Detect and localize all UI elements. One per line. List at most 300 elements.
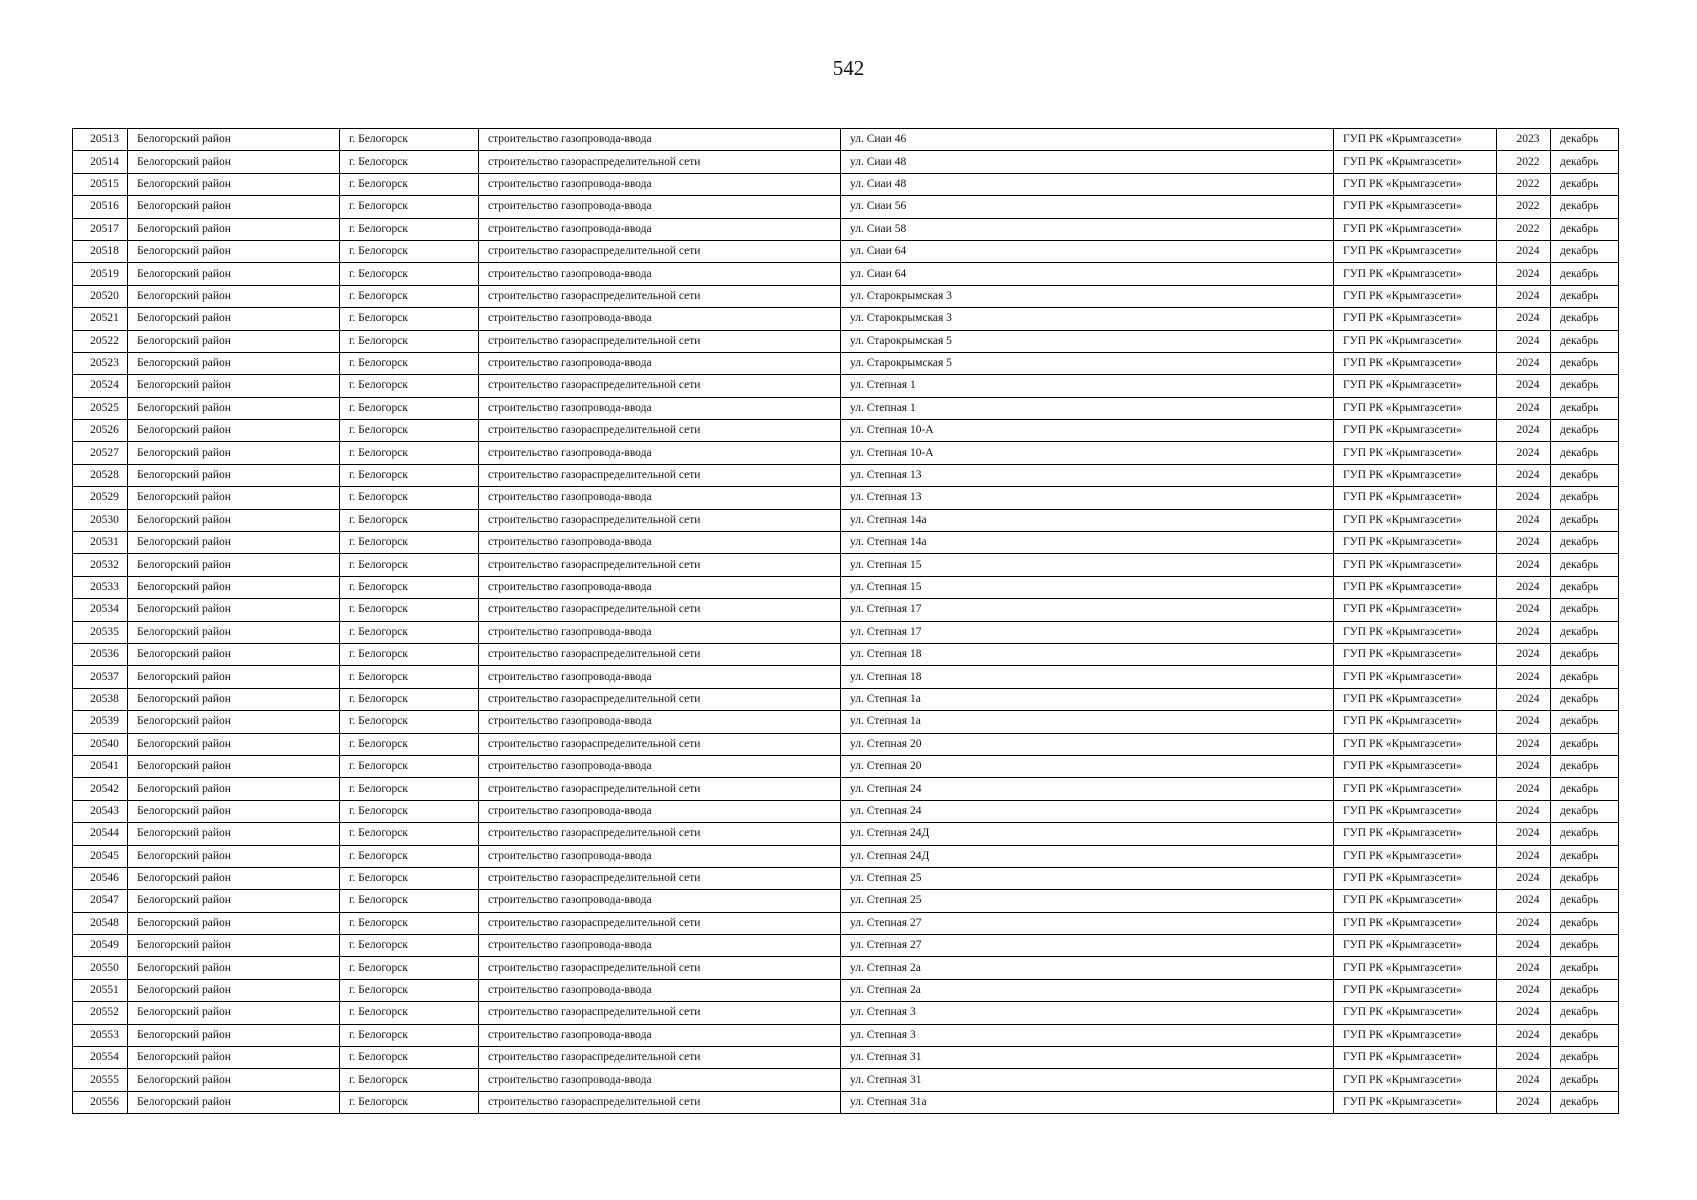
- table-row: [73, 240, 1619, 262]
- district-cell: Белогорский район: [128, 196, 340, 218]
- month-cell: декабрь: [1551, 509, 1619, 531]
- district-cell: Белогорский район: [128, 442, 340, 464]
- table-row: [73, 330, 1619, 352]
- row-number: 20540: [73, 733, 128, 755]
- work-type-cell: строительство газопровода-ввода: [479, 621, 841, 643]
- district-cell: Белогорский район: [128, 1024, 340, 1046]
- year-cell: 2024: [1497, 509, 1551, 531]
- year-cell: 2024: [1497, 621, 1551, 643]
- month-cell: декабрь: [1551, 464, 1619, 486]
- address-cell: ул. Степная 31: [841, 1069, 1334, 1091]
- month-cell: декабрь: [1551, 218, 1619, 240]
- address-cell: ул. Степная 17: [841, 599, 1334, 621]
- address-cell: ул. Степная 14а: [841, 509, 1334, 531]
- address-cell: ул. Старокрымская 5: [841, 330, 1334, 352]
- city-cell: г. Белогорск: [340, 778, 479, 800]
- row-number: 20537: [73, 666, 128, 688]
- table-row: [73, 218, 1619, 240]
- table-row: [73, 442, 1619, 464]
- month-cell: декабрь: [1551, 1002, 1619, 1024]
- year-cell: 2024: [1497, 599, 1551, 621]
- work-type-cell: строительство газораспределительной сети: [479, 1047, 841, 1069]
- year-cell: 2024: [1497, 1024, 1551, 1046]
- table-row: [73, 957, 1619, 979]
- city-cell: г. Белогорск: [340, 666, 479, 688]
- district-cell: Белогорский район: [128, 397, 340, 419]
- month-cell: декабрь: [1551, 330, 1619, 352]
- month-cell: декабрь: [1551, 576, 1619, 598]
- row-number: 20516: [73, 196, 128, 218]
- row-number: 20547: [73, 890, 128, 912]
- year-cell: 2024: [1497, 867, 1551, 889]
- row-number: 20526: [73, 420, 128, 442]
- district-cell: Белогорский район: [128, 240, 340, 262]
- month-cell: декабрь: [1551, 442, 1619, 464]
- district-cell: Белогорский район: [128, 308, 340, 330]
- district-cell: Белогорский район: [128, 711, 340, 733]
- table-row: [73, 666, 1619, 688]
- district-cell: Белогорский район: [128, 912, 340, 934]
- organization-cell: ГУП РК «Крымгазсети»: [1334, 240, 1497, 262]
- city-cell: г. Белогорск: [340, 308, 479, 330]
- row-number: 20556: [73, 1091, 128, 1113]
- city-cell: г. Белогорск: [340, 509, 479, 531]
- organization-cell: ГУП РК «Крымгазсети»: [1334, 621, 1497, 643]
- month-cell: декабрь: [1551, 285, 1619, 307]
- city-cell: г. Белогорск: [340, 688, 479, 710]
- year-cell: 2024: [1497, 688, 1551, 710]
- table-row: [73, 263, 1619, 285]
- organization-cell: ГУП РК «Крымгазсети»: [1334, 599, 1497, 621]
- organization-cell: ГУП РК «Крымгазсети»: [1334, 1002, 1497, 1024]
- city-cell: г. Белогорск: [340, 532, 479, 554]
- work-type-cell: строительство газопровода-ввода: [479, 218, 841, 240]
- city-cell: г. Белогорск: [340, 979, 479, 1001]
- year-cell: 2024: [1497, 912, 1551, 934]
- address-cell: ул. Степная 1: [841, 375, 1334, 397]
- organization-cell: ГУП РК «Крымгазсети»: [1334, 554, 1497, 576]
- row-number: 20535: [73, 621, 128, 643]
- organization-cell: ГУП РК «Крымгазсети»: [1334, 532, 1497, 554]
- address-cell: ул. Степная 10-А: [841, 420, 1334, 442]
- table-row: [73, 464, 1619, 486]
- address-cell: ул. Сиаи 56: [841, 196, 1334, 218]
- month-cell: декабрь: [1551, 173, 1619, 195]
- city-cell: г. Белогорск: [340, 711, 479, 733]
- row-number: 20542: [73, 778, 128, 800]
- work-type-cell: строительство газораспределительной сети: [479, 1091, 841, 1113]
- row-number: 20545: [73, 845, 128, 867]
- district-cell: Белогорский район: [128, 464, 340, 486]
- organization-cell: ГУП РК «Крымгазсети»: [1334, 823, 1497, 845]
- organization-cell: ГУП РК «Крымгазсети»: [1334, 890, 1497, 912]
- year-cell: 2024: [1497, 1069, 1551, 1091]
- district-cell: Белогорский район: [128, 263, 340, 285]
- year-cell: 2024: [1497, 554, 1551, 576]
- organization-cell: ГУП РК «Крымгазсети»: [1334, 464, 1497, 486]
- row-number: 20520: [73, 285, 128, 307]
- year-cell: 2024: [1497, 845, 1551, 867]
- district-cell: Белогорский район: [128, 599, 340, 621]
- table-row: [73, 308, 1619, 330]
- row-number: 20523: [73, 352, 128, 374]
- row-number: 20518: [73, 240, 128, 262]
- row-number: 20517: [73, 218, 128, 240]
- row-number: 20544: [73, 823, 128, 845]
- row-number: 20554: [73, 1047, 128, 1069]
- work-type-cell: строительство газопровода-ввода: [479, 487, 841, 509]
- address-cell: ул. Сиаи 48: [841, 173, 1334, 195]
- year-cell: 2024: [1497, 778, 1551, 800]
- row-number: 20538: [73, 688, 128, 710]
- month-cell: декабрь: [1551, 151, 1619, 173]
- district-cell: Белогорский район: [128, 509, 340, 531]
- district-cell: Белогорский район: [128, 1069, 340, 1091]
- address-cell: ул. Степная 24: [841, 800, 1334, 822]
- district-cell: Белогорский район: [128, 867, 340, 889]
- organization-cell: ГУП РК «Крымгазсети»: [1334, 576, 1497, 598]
- address-cell: ул. Степная 24Д: [841, 823, 1334, 845]
- year-cell: 2022: [1497, 196, 1551, 218]
- city-cell: г. Белогорск: [340, 240, 479, 262]
- work-type-cell: строительство газопровода-ввода: [479, 173, 841, 195]
- year-cell: 2022: [1497, 173, 1551, 195]
- year-cell: 2024: [1497, 711, 1551, 733]
- district-cell: Белогорский район: [128, 666, 340, 688]
- organization-cell: ГУП РК «Крымгазсети»: [1334, 755, 1497, 777]
- year-cell: 2024: [1497, 330, 1551, 352]
- work-type-cell: строительство газопровода-ввода: [479, 129, 841, 151]
- organization-cell: ГУП РК «Крымгазсети»: [1334, 845, 1497, 867]
- district-cell: Белогорский район: [128, 352, 340, 374]
- year-cell: 2024: [1497, 240, 1551, 262]
- city-cell: г. Белогорск: [340, 397, 479, 419]
- year-cell: 2024: [1497, 1047, 1551, 1069]
- table-row: [73, 1024, 1619, 1046]
- table-row: [73, 890, 1619, 912]
- row-number: 20524: [73, 375, 128, 397]
- address-cell: ул. Степная 18: [841, 643, 1334, 665]
- month-cell: декабрь: [1551, 599, 1619, 621]
- district-cell: Белогорский район: [128, 979, 340, 1001]
- district-cell: Белогорский район: [128, 173, 340, 195]
- table-row: [73, 599, 1619, 621]
- row-number: 20536: [73, 643, 128, 665]
- work-type-cell: строительство газопровода-ввода: [479, 1069, 841, 1091]
- row-number: 20548: [73, 912, 128, 934]
- month-cell: декабрь: [1551, 375, 1619, 397]
- address-cell: ул. Степная 1а: [841, 688, 1334, 710]
- address-cell: ул. Степная 3: [841, 1002, 1334, 1024]
- year-cell: 2024: [1497, 420, 1551, 442]
- year-cell: 2024: [1497, 464, 1551, 486]
- city-cell: г. Белогорск: [340, 420, 479, 442]
- year-cell: 2024: [1497, 285, 1551, 307]
- organization-cell: ГУП РК «Крымгазсети»: [1334, 1047, 1497, 1069]
- address-cell: ул. Степная 18: [841, 666, 1334, 688]
- year-cell: 2024: [1497, 823, 1551, 845]
- month-cell: декабрь: [1551, 666, 1619, 688]
- work-type-cell: строительство газораспределительной сети: [479, 375, 841, 397]
- district-cell: Белогорский район: [128, 823, 340, 845]
- organization-cell: ГУП РК «Крымгазсети»: [1334, 979, 1497, 1001]
- row-number: 20546: [73, 867, 128, 889]
- work-type-cell: строительство газопровода-ввода: [479, 442, 841, 464]
- district-cell: Белогорский район: [128, 554, 340, 576]
- work-type-cell: строительство газопровода-ввода: [479, 890, 841, 912]
- month-cell: декабрь: [1551, 308, 1619, 330]
- city-cell: г. Белогорск: [340, 263, 479, 285]
- city-cell: г. Белогорск: [340, 173, 479, 195]
- table-row: [73, 151, 1619, 173]
- organization-cell: ГУП РК «Крымгазсети»: [1334, 957, 1497, 979]
- city-cell: г. Белогорск: [340, 957, 479, 979]
- city-cell: г. Белогорск: [340, 867, 479, 889]
- district-cell: Белогорский район: [128, 375, 340, 397]
- year-cell: 2024: [1497, 375, 1551, 397]
- district-cell: Белогорский район: [128, 487, 340, 509]
- work-type-cell: строительство газораспределительной сети: [479, 420, 841, 442]
- organization-cell: ГУП РК «Крымгазсети»: [1334, 151, 1497, 173]
- month-cell: декабрь: [1551, 912, 1619, 934]
- district-cell: Белогорский район: [128, 1002, 340, 1024]
- row-number: 20514: [73, 151, 128, 173]
- month-cell: декабрь: [1551, 867, 1619, 889]
- city-cell: г. Белогорск: [340, 1069, 479, 1091]
- organization-cell: ГУП РК «Крымгазсети»: [1334, 173, 1497, 195]
- work-type-cell: строительство газопровода-ввода: [479, 532, 841, 554]
- table-row: [73, 778, 1619, 800]
- table-row: [73, 352, 1619, 374]
- address-cell: ул. Сиаи 48: [841, 151, 1334, 173]
- month-cell: декабрь: [1551, 733, 1619, 755]
- row-number: 20541: [73, 755, 128, 777]
- work-type-cell: строительство газораспределительной сети: [479, 733, 841, 755]
- organization-cell: ГУП РК «Крымгазсети»: [1334, 487, 1497, 509]
- work-type-cell: строительство газораспределительной сети: [479, 643, 841, 665]
- table-row: [73, 621, 1619, 643]
- table-row: [73, 420, 1619, 442]
- work-type-cell: строительство газопровода-ввода: [479, 800, 841, 822]
- work-type-cell: строительство газопровода-ввода: [479, 845, 841, 867]
- month-cell: декабрь: [1551, 1069, 1619, 1091]
- table-row: [73, 487, 1619, 509]
- table-row: [73, 532, 1619, 554]
- city-cell: г. Белогорск: [340, 912, 479, 934]
- work-type-cell: строительство газопровода-ввода: [479, 308, 841, 330]
- organization-cell: ГУП РК «Крымгазсети»: [1334, 935, 1497, 957]
- district-cell: Белогорский район: [128, 129, 340, 151]
- organization-cell: ГУП РК «Крымгазсети»: [1334, 1069, 1497, 1091]
- city-cell: г. Белогорск: [340, 890, 479, 912]
- table-row: [73, 397, 1619, 419]
- organization-cell: ГУП РК «Крымгазсети»: [1334, 711, 1497, 733]
- address-cell: ул. Старокрымская 5: [841, 352, 1334, 374]
- organization-cell: ГУП РК «Крымгазсети»: [1334, 643, 1497, 665]
- address-cell: ул. Сиаи 58: [841, 218, 1334, 240]
- organization-cell: ГУП РК «Крымгазсети»: [1334, 285, 1497, 307]
- month-cell: декабрь: [1551, 554, 1619, 576]
- month-cell: декабрь: [1551, 263, 1619, 285]
- district-cell: Белогорский район: [128, 845, 340, 867]
- organization-cell: ГУП РК «Крымгазсети»: [1334, 800, 1497, 822]
- address-cell: ул. Старокрымская 3: [841, 285, 1334, 307]
- row-number: 20531: [73, 532, 128, 554]
- row-number: 20532: [73, 554, 128, 576]
- table-row: [73, 1047, 1619, 1069]
- work-type-cell: строительство газораспределительной сети: [479, 957, 841, 979]
- city-cell: г. Белогорск: [340, 487, 479, 509]
- work-type-cell: строительство газопровода-ввода: [479, 196, 841, 218]
- year-cell: 2024: [1497, 733, 1551, 755]
- year-cell: 2022: [1497, 151, 1551, 173]
- address-cell: ул. Степная 15: [841, 554, 1334, 576]
- city-cell: г. Белогорск: [340, 621, 479, 643]
- month-cell: декабрь: [1551, 935, 1619, 957]
- city-cell: г. Белогорск: [340, 599, 479, 621]
- city-cell: г. Белогорск: [340, 755, 479, 777]
- table-row: [73, 1069, 1619, 1091]
- city-cell: г. Белогорск: [340, 554, 479, 576]
- page-number: 542: [832, 56, 865, 80]
- work-type-cell: строительство газораспределительной сети: [479, 330, 841, 352]
- work-type-cell: строительство газопровода-ввода: [479, 397, 841, 419]
- address-cell: ул. Степная 27: [841, 912, 1334, 934]
- organization-cell: ГУП РК «Крымгазсети»: [1334, 912, 1497, 934]
- city-cell: г. Белогорск: [340, 733, 479, 755]
- month-cell: декабрь: [1551, 957, 1619, 979]
- month-cell: декабрь: [1551, 711, 1619, 733]
- organization-cell: ГУП РК «Крымгазсети»: [1334, 1024, 1497, 1046]
- city-cell: г. Белогорск: [340, 643, 479, 665]
- district-cell: Белогорский район: [128, 688, 340, 710]
- address-cell: ул. Степная 1: [841, 397, 1334, 419]
- city-cell: г. Белогорск: [340, 442, 479, 464]
- address-cell: ул. Степная 13: [841, 487, 1334, 509]
- row-number: 20515: [73, 173, 128, 195]
- month-cell: декабрь: [1551, 240, 1619, 262]
- city-cell: г. Белогорск: [340, 129, 479, 151]
- row-number: 20543: [73, 800, 128, 822]
- month-cell: декабрь: [1551, 778, 1619, 800]
- city-cell: г. Белогорск: [340, 352, 479, 374]
- month-cell: декабрь: [1551, 397, 1619, 419]
- address-cell: ул. Степная 20: [841, 755, 1334, 777]
- table-row: [73, 643, 1619, 665]
- work-type-cell: строительство газопровода-ввода: [479, 935, 841, 957]
- address-cell: ул. Степная 3: [841, 1024, 1334, 1046]
- table-row: [73, 755, 1619, 777]
- city-cell: г. Белогорск: [340, 576, 479, 598]
- row-number: 20552: [73, 1002, 128, 1024]
- row-number: 20549: [73, 935, 128, 957]
- year-cell: 2024: [1497, 263, 1551, 285]
- table-row: [73, 733, 1619, 755]
- district-cell: Белогорский район: [128, 285, 340, 307]
- table-row: [73, 554, 1619, 576]
- table-row: [73, 688, 1619, 710]
- organization-cell: ГУП РК «Крымгазсети»: [1334, 509, 1497, 531]
- row-number: 20521: [73, 308, 128, 330]
- address-cell: ул. Степная 31а: [841, 1091, 1334, 1113]
- month-cell: декабрь: [1551, 352, 1619, 374]
- address-cell: ул. Сиаи 46: [841, 129, 1334, 151]
- district-cell: Белогорский район: [128, 733, 340, 755]
- address-cell: ул. Степная 31: [841, 1047, 1334, 1069]
- city-cell: г. Белогорск: [340, 800, 479, 822]
- table-row: [73, 129, 1619, 151]
- month-cell: декабрь: [1551, 196, 1619, 218]
- work-type-cell: строительство газопровода-ввода: [479, 576, 841, 598]
- row-number: 20553: [73, 1024, 128, 1046]
- table-row: [73, 845, 1619, 867]
- work-type-cell: строительство газораспределительной сети: [479, 1002, 841, 1024]
- month-cell: декабрь: [1551, 621, 1619, 643]
- year-cell: 2024: [1497, 979, 1551, 1001]
- organization-cell: ГУП РК «Крымгазсети»: [1334, 330, 1497, 352]
- district-cell: Белогорский район: [128, 218, 340, 240]
- address-cell: ул. Степная 15: [841, 576, 1334, 598]
- month-cell: декабрь: [1551, 1024, 1619, 1046]
- work-type-cell: строительство газопровода-ввода: [479, 666, 841, 688]
- work-type-cell: строительство газопровода-ввода: [479, 1024, 841, 1046]
- table-body: [73, 129, 1619, 1114]
- city-cell: г. Белогорск: [340, 375, 479, 397]
- city-cell: г. Белогорск: [340, 196, 479, 218]
- row-number: 20550: [73, 957, 128, 979]
- month-cell: декабрь: [1551, 1047, 1619, 1069]
- year-cell: 2022: [1497, 218, 1551, 240]
- year-cell: 2024: [1497, 755, 1551, 777]
- address-cell: ул. Сиаи 64: [841, 240, 1334, 262]
- month-cell: декабрь: [1551, 487, 1619, 509]
- work-type-cell: строительство газораспределительной сети: [479, 285, 841, 307]
- month-cell: декабрь: [1551, 979, 1619, 1001]
- address-cell: ул. Степная 14а: [841, 532, 1334, 554]
- work-type-cell: строительство газораспределительной сети: [479, 151, 841, 173]
- work-type-cell: строительство газораспределительной сети: [479, 912, 841, 934]
- row-number: 20539: [73, 711, 128, 733]
- month-cell: декабрь: [1551, 688, 1619, 710]
- table-row: [73, 196, 1619, 218]
- month-cell: декабрь: [1551, 800, 1619, 822]
- address-cell: ул. Степная 17: [841, 621, 1334, 643]
- city-cell: г. Белогорск: [340, 1024, 479, 1046]
- work-type-cell: строительство газораспределительной сети: [479, 823, 841, 845]
- table-row: [73, 173, 1619, 195]
- row-number: 20519: [73, 263, 128, 285]
- organization-cell: ГУП РК «Крымгазсети»: [1334, 778, 1497, 800]
- organization-cell: ГУП РК «Крымгазсети»: [1334, 867, 1497, 889]
- address-cell: ул. Степная 24Д: [841, 845, 1334, 867]
- month-cell: декабрь: [1551, 845, 1619, 867]
- address-cell: ул. Степная 24: [841, 778, 1334, 800]
- work-type-cell: строительство газораспределительной сети: [479, 509, 841, 531]
- address-cell: ул. Степная 25: [841, 867, 1334, 889]
- month-cell: декабрь: [1551, 1091, 1619, 1113]
- year-cell: 2024: [1497, 935, 1551, 957]
- district-cell: Белогорский район: [128, 755, 340, 777]
- district-cell: Белогорский район: [128, 957, 340, 979]
- table-row: [73, 867, 1619, 889]
- address-cell: ул. Степная 27: [841, 935, 1334, 957]
- work-type-cell: строительство газораспределительной сети: [479, 688, 841, 710]
- row-number: 20525: [73, 397, 128, 419]
- work-type-cell: строительство газораспределительной сети: [479, 464, 841, 486]
- district-cell: Белогорский район: [128, 1047, 340, 1069]
- city-cell: г. Белогорск: [340, 845, 479, 867]
- work-type-cell: строительство газопровода-ввода: [479, 979, 841, 1001]
